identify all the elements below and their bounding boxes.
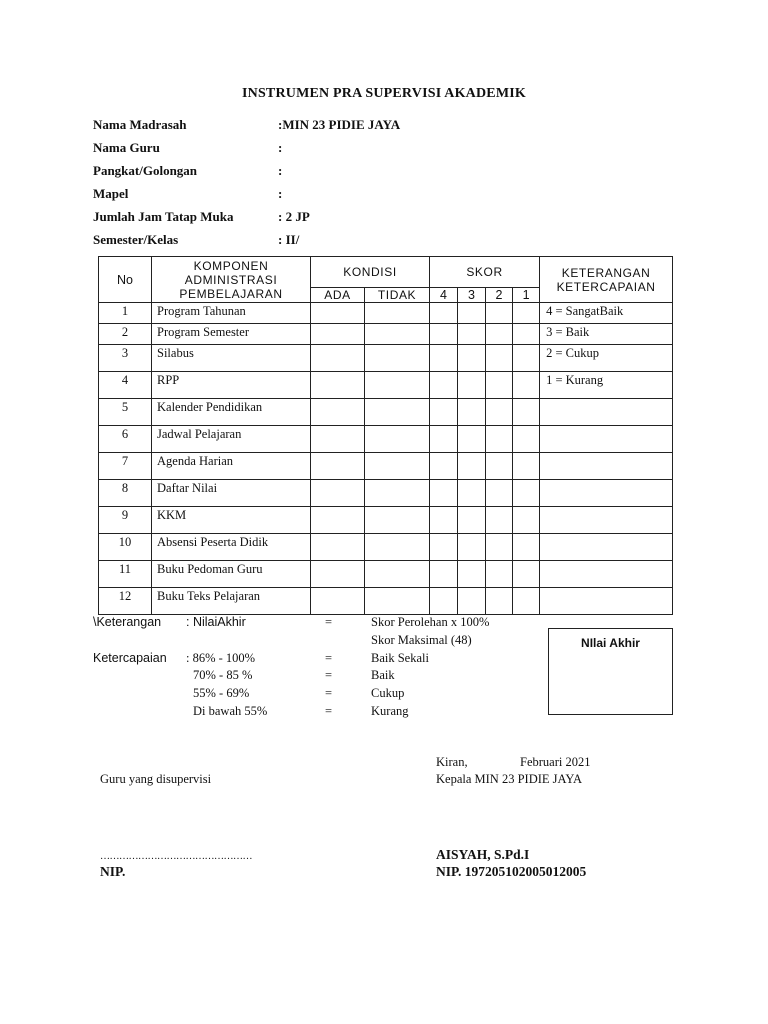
row-keterangan (540, 426, 673, 453)
equals-sign: = (325, 615, 333, 629)
row-no: 4 (99, 372, 152, 399)
cell-tidak[interactable] (365, 561, 430, 588)
range-value: 70% - 85 % (193, 668, 253, 682)
cell-skor-3[interactable] (458, 324, 486, 345)
cell-skor-4[interactable] (430, 534, 458, 561)
left-signature-line: ………………………………………… (100, 851, 252, 862)
info-label: Nama Madrasah (93, 117, 187, 132)
cell-ada[interactable] (311, 426, 365, 453)
range-label: Kurang (371, 704, 409, 718)
formula-denominator: Skor Maksimal (48) (371, 633, 472, 647)
cell-tidak[interactable] (365, 399, 430, 426)
header-komponen-line: ADMINISTRASI (184, 272, 278, 287)
row-keterangan: 4 = SangatBaik (540, 303, 673, 324)
range-label: Baik Sekali (371, 651, 429, 665)
cell-skor-3[interactable] (458, 303, 486, 324)
row-keterangan: 1 = Kurang (540, 372, 673, 399)
cell-skor-4[interactable] (430, 372, 458, 399)
left-nip: NIP. (100, 864, 126, 879)
nilai-akhir-label: NIlai Akhir (581, 636, 640, 650)
right-nip: NIP. 197205102005012005 (436, 864, 587, 879)
cell-tidak[interactable] (365, 453, 430, 480)
row-no: 7 (99, 453, 152, 480)
cell-skor-1[interactable] (513, 534, 540, 561)
info-value: : (278, 186, 283, 201)
info-value: : 2 JP (278, 209, 310, 224)
cell-tidak[interactable] (365, 507, 430, 534)
document-title: INSTRUMEN PRA SUPERVISI AKADEMIK (241, 86, 526, 101)
ketercapaian-label: Ketercapaian (93, 651, 167, 665)
cell-ada[interactable] (311, 303, 365, 324)
cell-skor-3[interactable] (458, 588, 486, 615)
info-value: : II/ (278, 232, 300, 247)
cell-tidak[interactable] (365, 324, 430, 345)
cell-skor-2[interactable] (486, 426, 513, 453)
row-keterangan (540, 453, 673, 480)
table-row (99, 345, 673, 372)
cell-skor-3[interactable] (458, 480, 486, 507)
cell-skor-3[interactable] (458, 561, 486, 588)
cell-skor-1[interactable] (513, 561, 540, 588)
cell-ada[interactable] (311, 399, 365, 426)
table-row (99, 561, 673, 588)
nilai-akhir-box[interactable] (548, 628, 673, 715)
equals-sign: = (325, 704, 333, 718)
row-komponen: Buku Teks Pelajaran (152, 588, 311, 615)
cell-skor-3[interactable] (458, 453, 486, 480)
cell-tidak[interactable] (365, 534, 430, 561)
cell-skor-3[interactable] (458, 534, 486, 561)
right-signer-title: Kepala MIN 23 PIDIE JAYA (436, 772, 583, 786)
cell-tidak[interactable] (365, 426, 430, 453)
row-no: 11 (99, 561, 152, 588)
cell-skor-1[interactable] (513, 507, 540, 534)
row-keterangan: 2 = Cukup (540, 345, 673, 372)
table-row (99, 399, 673, 426)
cell-skor-2[interactable] (486, 480, 513, 507)
equals-sign: = (325, 686, 333, 700)
date: Februari 2021 (520, 755, 591, 769)
row-komponen: RPP (152, 372, 311, 399)
cell-ada[interactable] (311, 507, 365, 534)
cell-skor-1[interactable] (513, 399, 540, 426)
info-label: Semester/Kelas (93, 232, 179, 247)
row-keterangan: 3 = Baik (540, 324, 673, 345)
cell-tidak[interactable] (365, 480, 430, 507)
header-ada: ADA (311, 288, 365, 303)
range-value: Di bawah 55% (193, 704, 268, 718)
cell-skor-3[interactable] (458, 372, 486, 399)
cell-skor-4[interactable] (430, 324, 458, 345)
range-label: Cukup (371, 686, 405, 700)
cell-skor-2[interactable] (486, 588, 513, 615)
cell-skor-1[interactable] (513, 324, 540, 345)
table-row (99, 588, 673, 615)
cell-skor-2[interactable] (486, 453, 513, 480)
cell-ada[interactable] (311, 324, 365, 345)
cell-skor-4[interactable] (430, 561, 458, 588)
header-komponen (152, 257, 311, 303)
header-skor-1: 1 (513, 288, 540, 303)
info-label: Pangkat/Golongan (93, 163, 198, 178)
cell-ada[interactable] (311, 453, 365, 480)
equals-sign: = (325, 668, 333, 682)
row-komponen: Daftar Nilai (152, 480, 311, 507)
cell-ada[interactable] (311, 534, 365, 561)
info-label: Jumlah Jam Tatap Muka (93, 209, 234, 224)
row-no: 1 (99, 303, 152, 324)
cell-skor-1[interactable] (513, 303, 540, 324)
row-keterangan (540, 480, 673, 507)
supervision-table (98, 256, 673, 615)
row-no: 10 (99, 534, 152, 561)
table-row (99, 453, 673, 480)
place: Kiran, (436, 755, 468, 769)
table-row (99, 480, 673, 507)
header-skor: SKOR (430, 257, 540, 288)
row-komponen: KKM (152, 507, 311, 534)
info-value: :MIN 23 PIDIE JAYA (278, 117, 401, 132)
header-no: No (99, 257, 152, 303)
cell-skor-3[interactable] (458, 399, 486, 426)
cell-skor-4[interactable] (430, 426, 458, 453)
keterangan-label: \Keterangan (93, 615, 162, 629)
range-value: 55% - 69% (193, 686, 250, 700)
header-keterangan-line: KETERANGAN (561, 265, 651, 280)
range-value: : 86% - 100% (186, 651, 256, 665)
cell-skor-1[interactable] (513, 480, 540, 507)
row-komponen: Buku Pedoman Guru (152, 561, 311, 588)
table-row (99, 507, 673, 534)
row-no: 12 (99, 588, 152, 615)
row-keterangan (540, 588, 673, 615)
cell-skor-2[interactable] (486, 345, 513, 372)
row-komponen: Absensi Peserta Didik (152, 534, 311, 561)
row-komponen: Agenda Harian (152, 453, 311, 480)
cell-ada[interactable] (311, 588, 365, 615)
header-komponen-line: PEMBELAJARAN (179, 286, 283, 301)
cell-skor-4[interactable] (430, 345, 458, 372)
cell-ada[interactable] (311, 480, 365, 507)
range-label: Baik (371, 668, 395, 682)
table-row (99, 534, 673, 561)
table-row (99, 372, 673, 399)
cell-tidak[interactable] (365, 588, 430, 615)
cell-skor-2[interactable] (486, 534, 513, 561)
info-label: Nama Guru (93, 140, 160, 155)
cell-tidak[interactable] (365, 345, 430, 372)
header-keterangan (540, 257, 673, 303)
cell-skor-2[interactable] (486, 399, 513, 426)
table-row (99, 324, 673, 345)
header-kondisi: KONDISI (311, 257, 430, 288)
row-no: 3 (99, 345, 152, 372)
row-komponen: Silabus (152, 345, 311, 372)
nilai-label: : NilaiAkhir (186, 615, 246, 629)
info-value: : (278, 163, 283, 178)
header-keterangan-line: KETERCAPAIAN (556, 279, 656, 294)
cell-skor-3[interactable] (458, 426, 486, 453)
cell-skor-3[interactable] (458, 507, 486, 534)
info-label: Mapel (93, 186, 129, 201)
cell-skor-2[interactable] (486, 303, 513, 324)
left-signer-title: Guru yang disupervisi (100, 772, 212, 786)
row-no: 2 (99, 324, 152, 345)
cell-skor-2[interactable] (486, 372, 513, 399)
table-row (99, 303, 673, 324)
cell-skor-1[interactable] (513, 372, 540, 399)
cell-skor-3[interactable] (458, 345, 486, 372)
formula-numerator: Skor Perolehan x 100% (371, 615, 490, 629)
row-keterangan (540, 399, 673, 426)
row-komponen: Program Semester (152, 324, 311, 345)
header-skor-3: 3 (458, 288, 486, 303)
row-no: 6 (99, 426, 152, 453)
cell-tidak[interactable] (365, 303, 430, 324)
cell-ada[interactable] (311, 345, 365, 372)
right-signer-name: AISYAH, S.Pd.I (436, 847, 530, 862)
header-tidak: TIDAK (365, 288, 430, 303)
cell-skor-4[interactable] (430, 399, 458, 426)
row-komponen: Program Tahunan (152, 303, 311, 324)
cell-skor-4[interactable] (430, 303, 458, 324)
row-komponen: Jadwal Pelajaran (152, 426, 311, 453)
row-no: 8 (99, 480, 152, 507)
cell-ada[interactable] (311, 561, 365, 588)
row-keterangan (540, 561, 673, 588)
cell-skor-1[interactable] (513, 426, 540, 453)
header-skor-4: 4 (430, 288, 458, 303)
header-skor-2: 2 (486, 288, 513, 303)
cell-skor-1[interactable] (513, 588, 540, 615)
header-komponen-line: KOMPONEN (193, 258, 269, 273)
row-komponen: Kalender Pendidikan (152, 399, 311, 426)
cell-skor-2[interactable] (486, 561, 513, 588)
cell-skor-4[interactable] (430, 507, 458, 534)
cell-skor-4[interactable] (430, 588, 458, 615)
row-keterangan (540, 534, 673, 561)
cell-skor-4[interactable] (430, 480, 458, 507)
cell-skor-1[interactable] (513, 345, 540, 372)
row-keterangan (540, 507, 673, 534)
row-no: 5 (99, 399, 152, 426)
cell-skor-2[interactable] (486, 507, 513, 534)
info-value: : (278, 140, 283, 155)
cell-skor-4[interactable] (430, 453, 458, 480)
cell-skor-2[interactable] (486, 324, 513, 345)
cell-ada[interactable] (311, 372, 365, 399)
cell-tidak[interactable] (365, 372, 430, 399)
row-no: 9 (99, 507, 152, 534)
table-row (99, 426, 673, 453)
cell-skor-1[interactable] (513, 453, 540, 480)
equals-sign: = (325, 651, 333, 665)
